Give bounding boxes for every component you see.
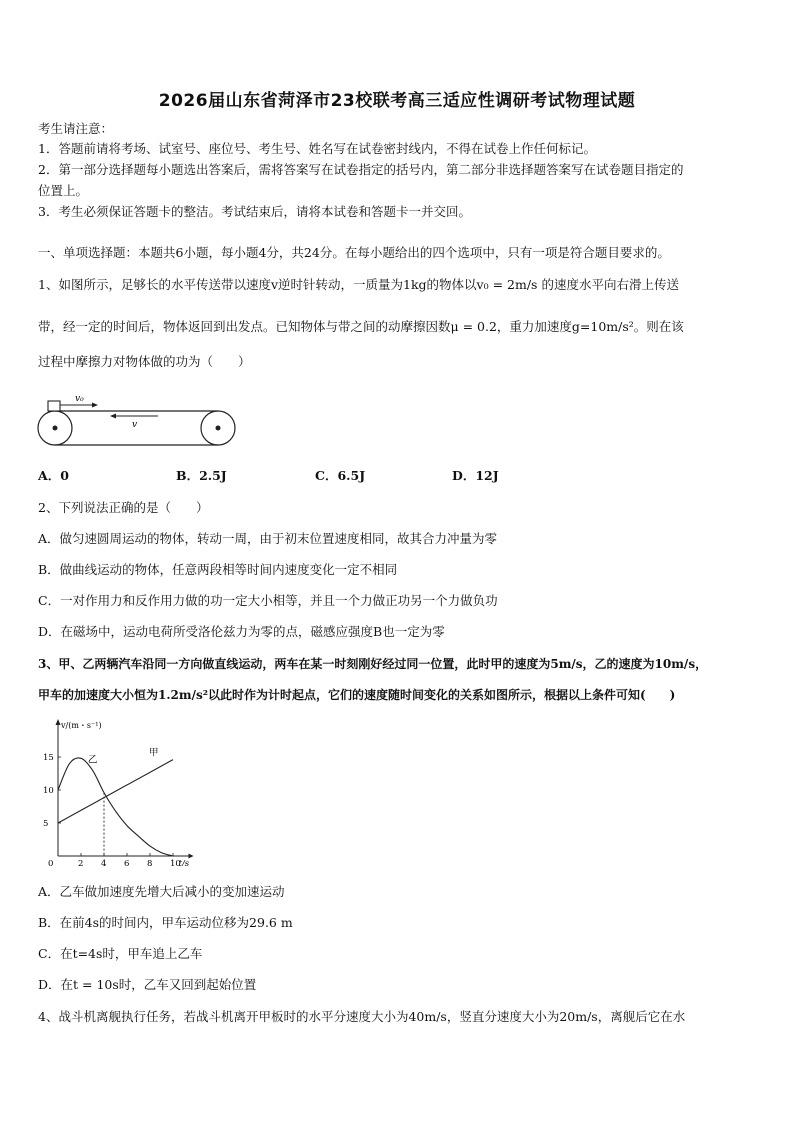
vt-series [58,758,173,856]
q3-stem-line2: 甲车的加速度大小恒为1.2m/s²以此时作为计时起点，它们的速度随时间变化的关系如图所示，根据以上条件可知( ) [38,688,676,702]
y-tick-label: 5 [43,819,49,829]
q1-option-a: A．0 [38,468,69,483]
vt-labels [43,721,190,866]
q4-stem-line1: 4、战斗机离舰执行任务，若战斗机离开甲板时的水平分速度大小为40m/s，竖直分速度大小为20m/s，离舰后它在水 [38,1009,686,1024]
page-title: 2026届山东省菏泽市23校联考高三适应性调研考试物理试题 [158,91,636,111]
q2-option-b: B．做曲线运动的物体，任意两段相等时间内速度变化一定不相同 [38,562,398,577]
y-tick-label: 15 [43,753,54,763]
q2-option-a: A．做匀速圆周运动的物体，转动一周，由于初末位置速度相同，故其合力冲量为零 [38,531,498,546]
q2-option-c: C．一对作用力和反作用力做的功一定大小相等，并且一个力做正功另一个力做负功 [38,593,498,608]
q1-option-d: D．12J [452,468,499,483]
q1-option-c: C．6.5J [315,468,366,483]
q1-stem-line1: 1、如图所示，足够长的水平传送带以速度v逆时针转动，一质量为1kg的物体以v₀ = 2m/s 的速度水平向右滑上传送 [38,277,679,292]
x-tick-label: 6 [124,859,130,866]
q3-option-c: C．在t=4s时，甲车追上乙车 [38,946,203,961]
series-jia-line [58,760,173,823]
notice-item-2-cont: 位置上。 [38,183,89,198]
x-tick-label: 2 [78,859,84,866]
x-tick-label: 4 [101,859,107,866]
series-yi-curve [58,758,173,856]
q3-option-a: A．乙车做加速度先增大后减小的变加速运动 [38,884,285,899]
block-object [48,401,60,411]
y-axis-label: v/(m・s⁻¹) [61,721,102,730]
q2-option-d: D．在磁场中，运动电荷所受洛伦兹力为零的点，磁感应强度B也一定为零 [38,624,445,639]
vt-axes [56,719,194,859]
notice-item-1: 1．答题前请将考场、试室号、座位号、考生号、姓名写在试卷密封线内，不得在试卷上作任何标记。 [38,141,596,156]
section-heading: 一、单项选择题：本题共6小题，每小题4分，共24分。在每小题给出的四个选项中，只有一项是符合题目要求的。 [38,245,670,260]
v0-label: v₀ [75,394,84,404]
q1-option-b: B．2.5J [176,468,227,483]
y-tick-label: 10 [43,786,54,796]
q3-option-d: D．在t = 10s时，乙车又回到起始位置 [38,977,257,992]
conveyor-belt-figure [36,390,241,448]
q1-stem-line3: 过程中摩擦力对物体做的功为（ ） [38,354,251,369]
x-tick-label: 0 [48,859,54,866]
q3-option-b: B．在前4s的时间内，甲车运动位移为29.6 m [38,915,293,930]
notice-heading: 考生请注意： [38,121,114,136]
notice-item-3: 3．考生必须保证答题卡的整洁。考试结束后，请将本试卷和答题卡一并交回。 [38,204,471,219]
v-label: v [132,420,138,430]
x-axis-arrow [189,854,194,859]
series-yi-label: 乙 [87,754,98,766]
q3-stem-line1: 3、甲、乙两辆汽车沿同一方向做直线运动，两车在某一时刻刚好经过同一位置，此时甲的速度为5m/s，乙的速度为10m/s， [38,657,708,671]
q1-options [38,466,758,486]
q1-stem-line2: 带，经一定的时间后，物体返回到出发点。已知物体与带之间的动摩擦因数μ = 0.2，重力加速度g=10m/s²。则在该 [38,319,684,334]
x-tick-label: 8 [147,859,153,866]
x-tick-label: 10 [170,859,181,866]
x-axis-label: t/s [178,859,190,866]
y-axis-arrow [56,719,61,725]
vt-graph [36,716,216,866]
series-jia-label: 甲 [149,747,159,759]
notice-item-2: 2．第一部分选择题每小题选出答案后，需将答案写在试卷指定的括号内，第二部分非选择题答案写在试卷题目指定的 [38,162,684,177]
q2-stem: 2、下列说法正确的是（ ） [38,500,209,515]
